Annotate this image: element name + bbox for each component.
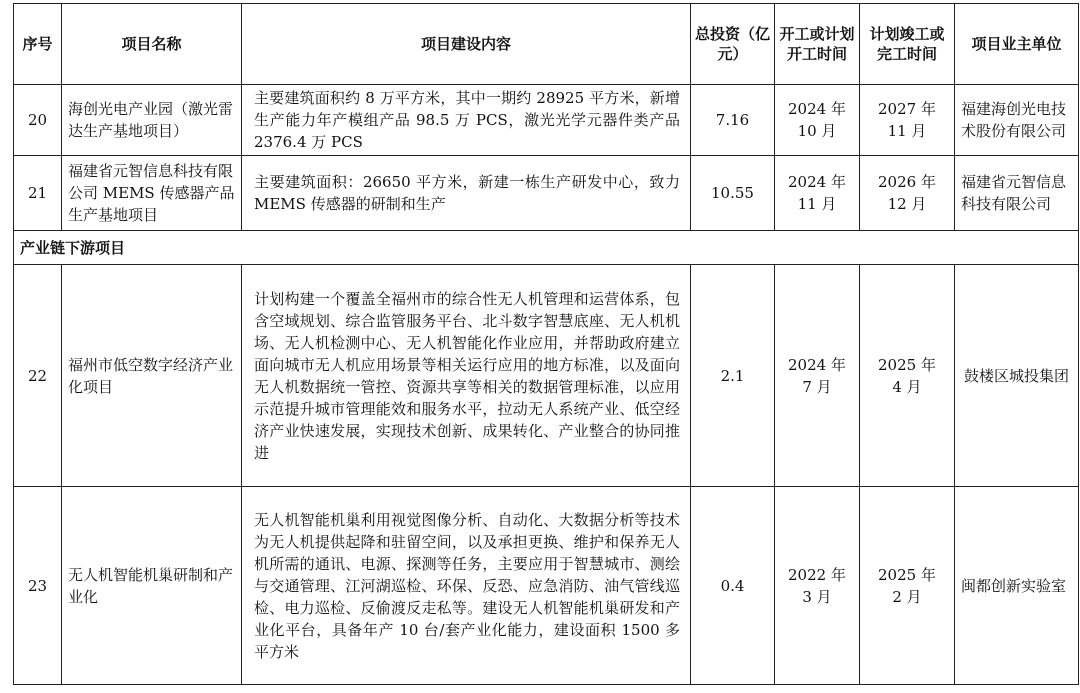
header-index: 序号 — [14, 4, 62, 85]
row-investment: 10.55 — [691, 156, 775, 231]
start-year: 2024 年 — [788, 355, 846, 374]
row-project-name: 福建省元智信息科技有限公司 MEMS 传感器产品生产基地项目 — [62, 156, 242, 231]
row-index: 23 — [14, 487, 62, 685]
section-title: 产业链下游项目 — [14, 231, 1079, 265]
row-project-content: 计划构建一个覆盖全福州市的综合性无人机管理和运营体系，包含空域规划、综合监管服务平台、北斗数字智慧底座、无人机机场、无人机检测中心、无人机智能化作业应用，并帮助政府建立面向城市无人机应用场景等相关运行应用的地方标准，以及面向无人机数据统一管控、资源共享等相关的数据管理标准，以应用示范提升城市管理能效和服务水平，拉动无人系统产业、低空经济产业快速发展，实现技术创新、成果转化、产业整合的协同推进 — [242, 265, 691, 487]
row-index: 21 — [14, 156, 62, 231]
row-start-time — [775, 265, 860, 487]
finish-year: 2026 年 — [878, 173, 936, 191]
start-year: 2024 年 — [788, 100, 846, 118]
row-investment: 0.4 — [691, 487, 775, 685]
row-owner: 福建海创光电技术股份有限公司 — [955, 85, 1079, 156]
start-month: 10 月 — [797, 122, 837, 140]
row-owner: 鼓楼区城投集团 — [955, 265, 1079, 487]
header-start-time: 开工或计划开工时间 — [775, 4, 860, 85]
row-finish-time — [860, 156, 955, 231]
table-row — [14, 487, 1079, 685]
table-row — [14, 156, 1079, 231]
row-finish-time — [860, 487, 955, 685]
table-row — [14, 265, 1079, 487]
header-row — [14, 4, 1079, 85]
start-month: 3 月 — [802, 587, 832, 606]
row-project-content: 无人机智能机巢利用视觉图像分析、自动化、大数据分析等技术为无人机提供起降和驻留空间，以及承担更换、维护和保养无人机所需的通讯、电源、探测等任务，主要应用于智慧城市、测绘与交通管理、江河湖巡检、环保、反恐、应急消防、油气管线巡检、电力巡检、反偷渡反走私等。建设无人机智能机巢研发和产业化平台，具备年产 10 台/套产业化能力，建设面积 1500 多平方米 — [242, 487, 691, 685]
row-index: 20 — [14, 85, 62, 156]
start-month: 7 月 — [802, 377, 832, 396]
finish-month: 2 月 — [892, 587, 922, 606]
section-row — [14, 231, 1079, 265]
row-finish-time — [860, 265, 955, 487]
start-month: 11 月 — [797, 195, 837, 213]
row-finish-time — [860, 85, 955, 156]
row-project-name: 无人机智能机巢研制和产业化 — [62, 487, 242, 685]
row-start-time — [775, 85, 860, 156]
row-project-content: 主要建筑面积约 8 万平方米，其中一期约 28925 平方米，新增生产能力年产模组产品 98.5 万 PCS，激光光学元器件类产品 2376.4 万 PCS — [242, 85, 691, 156]
start-year: 2024 年 — [788, 173, 846, 191]
finish-year: 2027 年 — [878, 100, 936, 118]
finish-month: 4 月 — [892, 377, 922, 396]
row-investment: 2.1 — [691, 265, 775, 487]
row-project-name: 福州市低空数字经济产业化项目 — [62, 265, 242, 487]
row-project-name: 海创光电产业园（激光雷达生产基地项目） — [62, 85, 242, 156]
start-year: 2022 年 — [788, 565, 846, 584]
header-finish-time: 计划竣工或完工时间 — [860, 4, 955, 85]
project-table — [13, 3, 1079, 685]
finish-month: 11 月 — [887, 122, 927, 140]
finish-year: 2025 年 — [878, 355, 936, 374]
header-project-name: 项目名称 — [62, 4, 242, 85]
table-row — [14, 85, 1079, 156]
row-investment: 7.16 — [691, 85, 775, 156]
finish-month: 12 月 — [887, 195, 927, 213]
row-start-time — [775, 487, 860, 685]
row-start-time — [775, 156, 860, 231]
finish-year: 2025 年 — [878, 565, 936, 584]
row-project-content: 主要建筑面积：26650 平方米，新建一栋生产研发中心，致力 MEMS 传感器的研制和生产 — [242, 156, 691, 231]
row-owner: 闽都创新实验室 — [955, 487, 1079, 685]
header-investment: 总投资（亿元） — [691, 4, 775, 85]
header-project-content: 项目建设内容 — [242, 4, 691, 85]
row-index: 22 — [14, 265, 62, 487]
row-owner: 福建省元智信息科技有限公司 — [955, 156, 1079, 231]
header-owner: 项目业主单位 — [955, 4, 1079, 85]
